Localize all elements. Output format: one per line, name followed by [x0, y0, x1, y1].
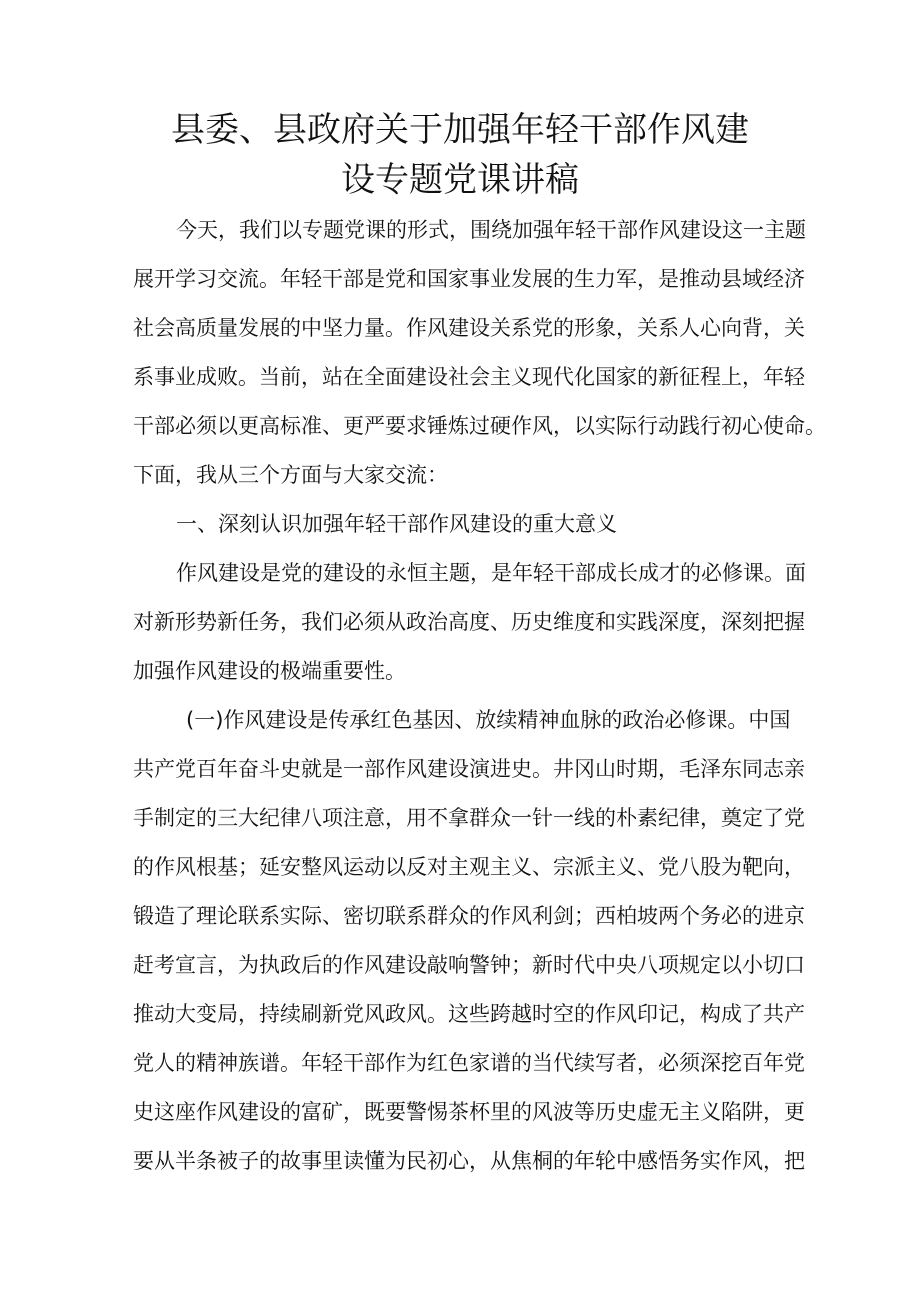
intro-line-1: 今天，我们以专题党课的形式，围绕加强年轻干部作风建设这一主题	[176, 218, 806, 242]
document-title-line-1: 县委、县政府关于加强年轻干部作风建	[171, 110, 749, 150]
intro-line-3: 社会高质量发展的中坚力量。作风建设关系党的形象，关系人心向背，关	[133, 316, 805, 340]
section-1-line-2: 对新形势新任务，我们必须从政治高度、历史维度和实践深度，深刻把握	[133, 610, 805, 634]
document-title-line-2: 设专题党课讲稿	[341, 160, 579, 200]
subsection-1-line-2: 共产党百年奋斗史就是一部作风建设演进史。井冈山时期，毛泽东同志亲	[133, 757, 805, 781]
intro-line-4: 系事业成败。当前，站在全面建设社会主义现代化国家的新征程上，年轻	[133, 365, 805, 389]
subsection-1-line-5: 锻造了理论联系实际、密切联系群众的作风利剑；西柏坡两个务必的进京	[133, 904, 805, 928]
intro-line-6: 下面，我从三个方面与大家交流：	[133, 463, 448, 487]
section-1-line-3: 加强作风建设的极端重要性。	[133, 659, 406, 683]
intro-line-2: 展开学习交流。年轻干部是党和国家事业发展的生力军，是推动县域经济	[133, 267, 805, 291]
subsection-1-line-8: 党人的精神族谱。年轻干部作为红色家谱的当代续写者，必须深挖百年党	[133, 1051, 805, 1075]
subsection-1-line-1: (一)作风建设是传承红色基因、放续精神血脉的政治必修课。中国	[186, 708, 791, 732]
subsection-1-line-9: 史这座作风建设的富矿，既要警惕茶杯里的风波等历史虚无主义陷阱，更	[133, 1100, 805, 1124]
subsection-1-line-6: 赶考宣言，为执政后的作风建设敲响警钟；新时代中央八项规定以小切口	[133, 953, 805, 977]
subsection-1-line-4: 的作风根基；延安整风运动以反对主观主义、宗派主义、党八股为靶向，	[133, 855, 805, 879]
section-heading-1: 一、深刻认识加强年轻干部作风建设的重大意义	[176, 512, 617, 536]
subsection-1-line-7: 推动大变局，持续刷新党风政风。这些跨越时空的作风印记，构成了共产	[133, 1002, 805, 1026]
subsection-1-line-10: 要从半条被子的故事里读懂为民初心，从焦桐的年轮中感悟务实作风，把	[133, 1149, 805, 1173]
intro-line-5: 干部必须以更高标准、更严要求锤炼过硬作风，以实际行动践行初心使命。	[133, 414, 826, 438]
section-1-line-1: 作风建设是党的建设的永恒主题，是年轻干部成长成才的必修课。面	[176, 561, 806, 585]
subsection-1-line-3: 手制定的三大纪律八项注意，用不拿群众一针一线的朴素纪律，奠定了党	[133, 806, 805, 830]
